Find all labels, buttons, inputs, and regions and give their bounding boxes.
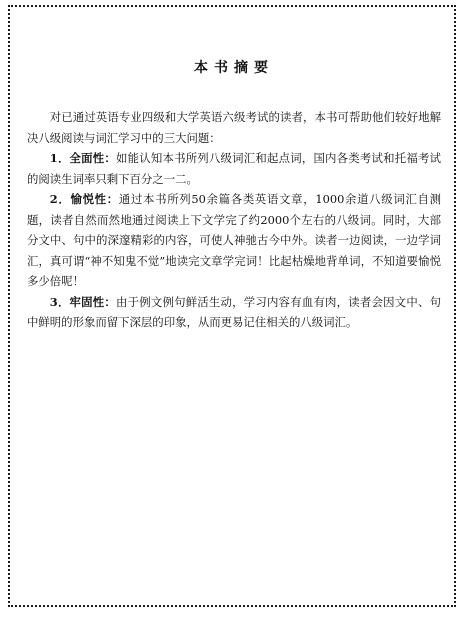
point-retention-text: 由于例文例句鲜活生动，学习内容有血有肉，读者会因文中、句中鲜明的形象而留下深层的印象，从而更易记住相关的八级词汇。: [27, 294, 441, 329]
point-enjoyment-text: 通过本书所列50余篇各类英语文章，1000余道八级词汇自测题，读者自然而然地通过阅读上下文学完了约2000个左右的八级词。同时，大部分文中、句中的深邃精彩的内容，可使人神驰古今中外。读者一边阅读，一边学词汇，真可谓“神不知鬼不觉”地读完文章学完词！比起枯燥地背单词，不知道要愉悦多少倍呢！: [27, 192, 442, 288]
point-completeness-heading: 1．全面性：: [49, 151, 117, 165]
summary-body: [27, 107, 441, 333]
intro-paragraph: 对已通过英语专业四级和大学英语六级考试的读者，本书可帮助他们较好地解决八级阅读与词汇学习中的三大问题：: [27, 110, 441, 145]
point-completeness: [27, 148, 441, 189]
point-completeness-text: 如能认知本书所列八级词汇和起点词，国内各类考试和托福考试的阅读生词率只剩下百分之一二。: [27, 151, 441, 186]
point-enjoyment-heading: 2．愉悦性：: [49, 192, 119, 206]
point-enjoyment: [27, 189, 441, 292]
page-title: 本书摘要: [194, 60, 274, 76]
point-retention-heading: 3．牢固性：: [49, 294, 117, 309]
point-retention: [27, 292, 441, 333]
